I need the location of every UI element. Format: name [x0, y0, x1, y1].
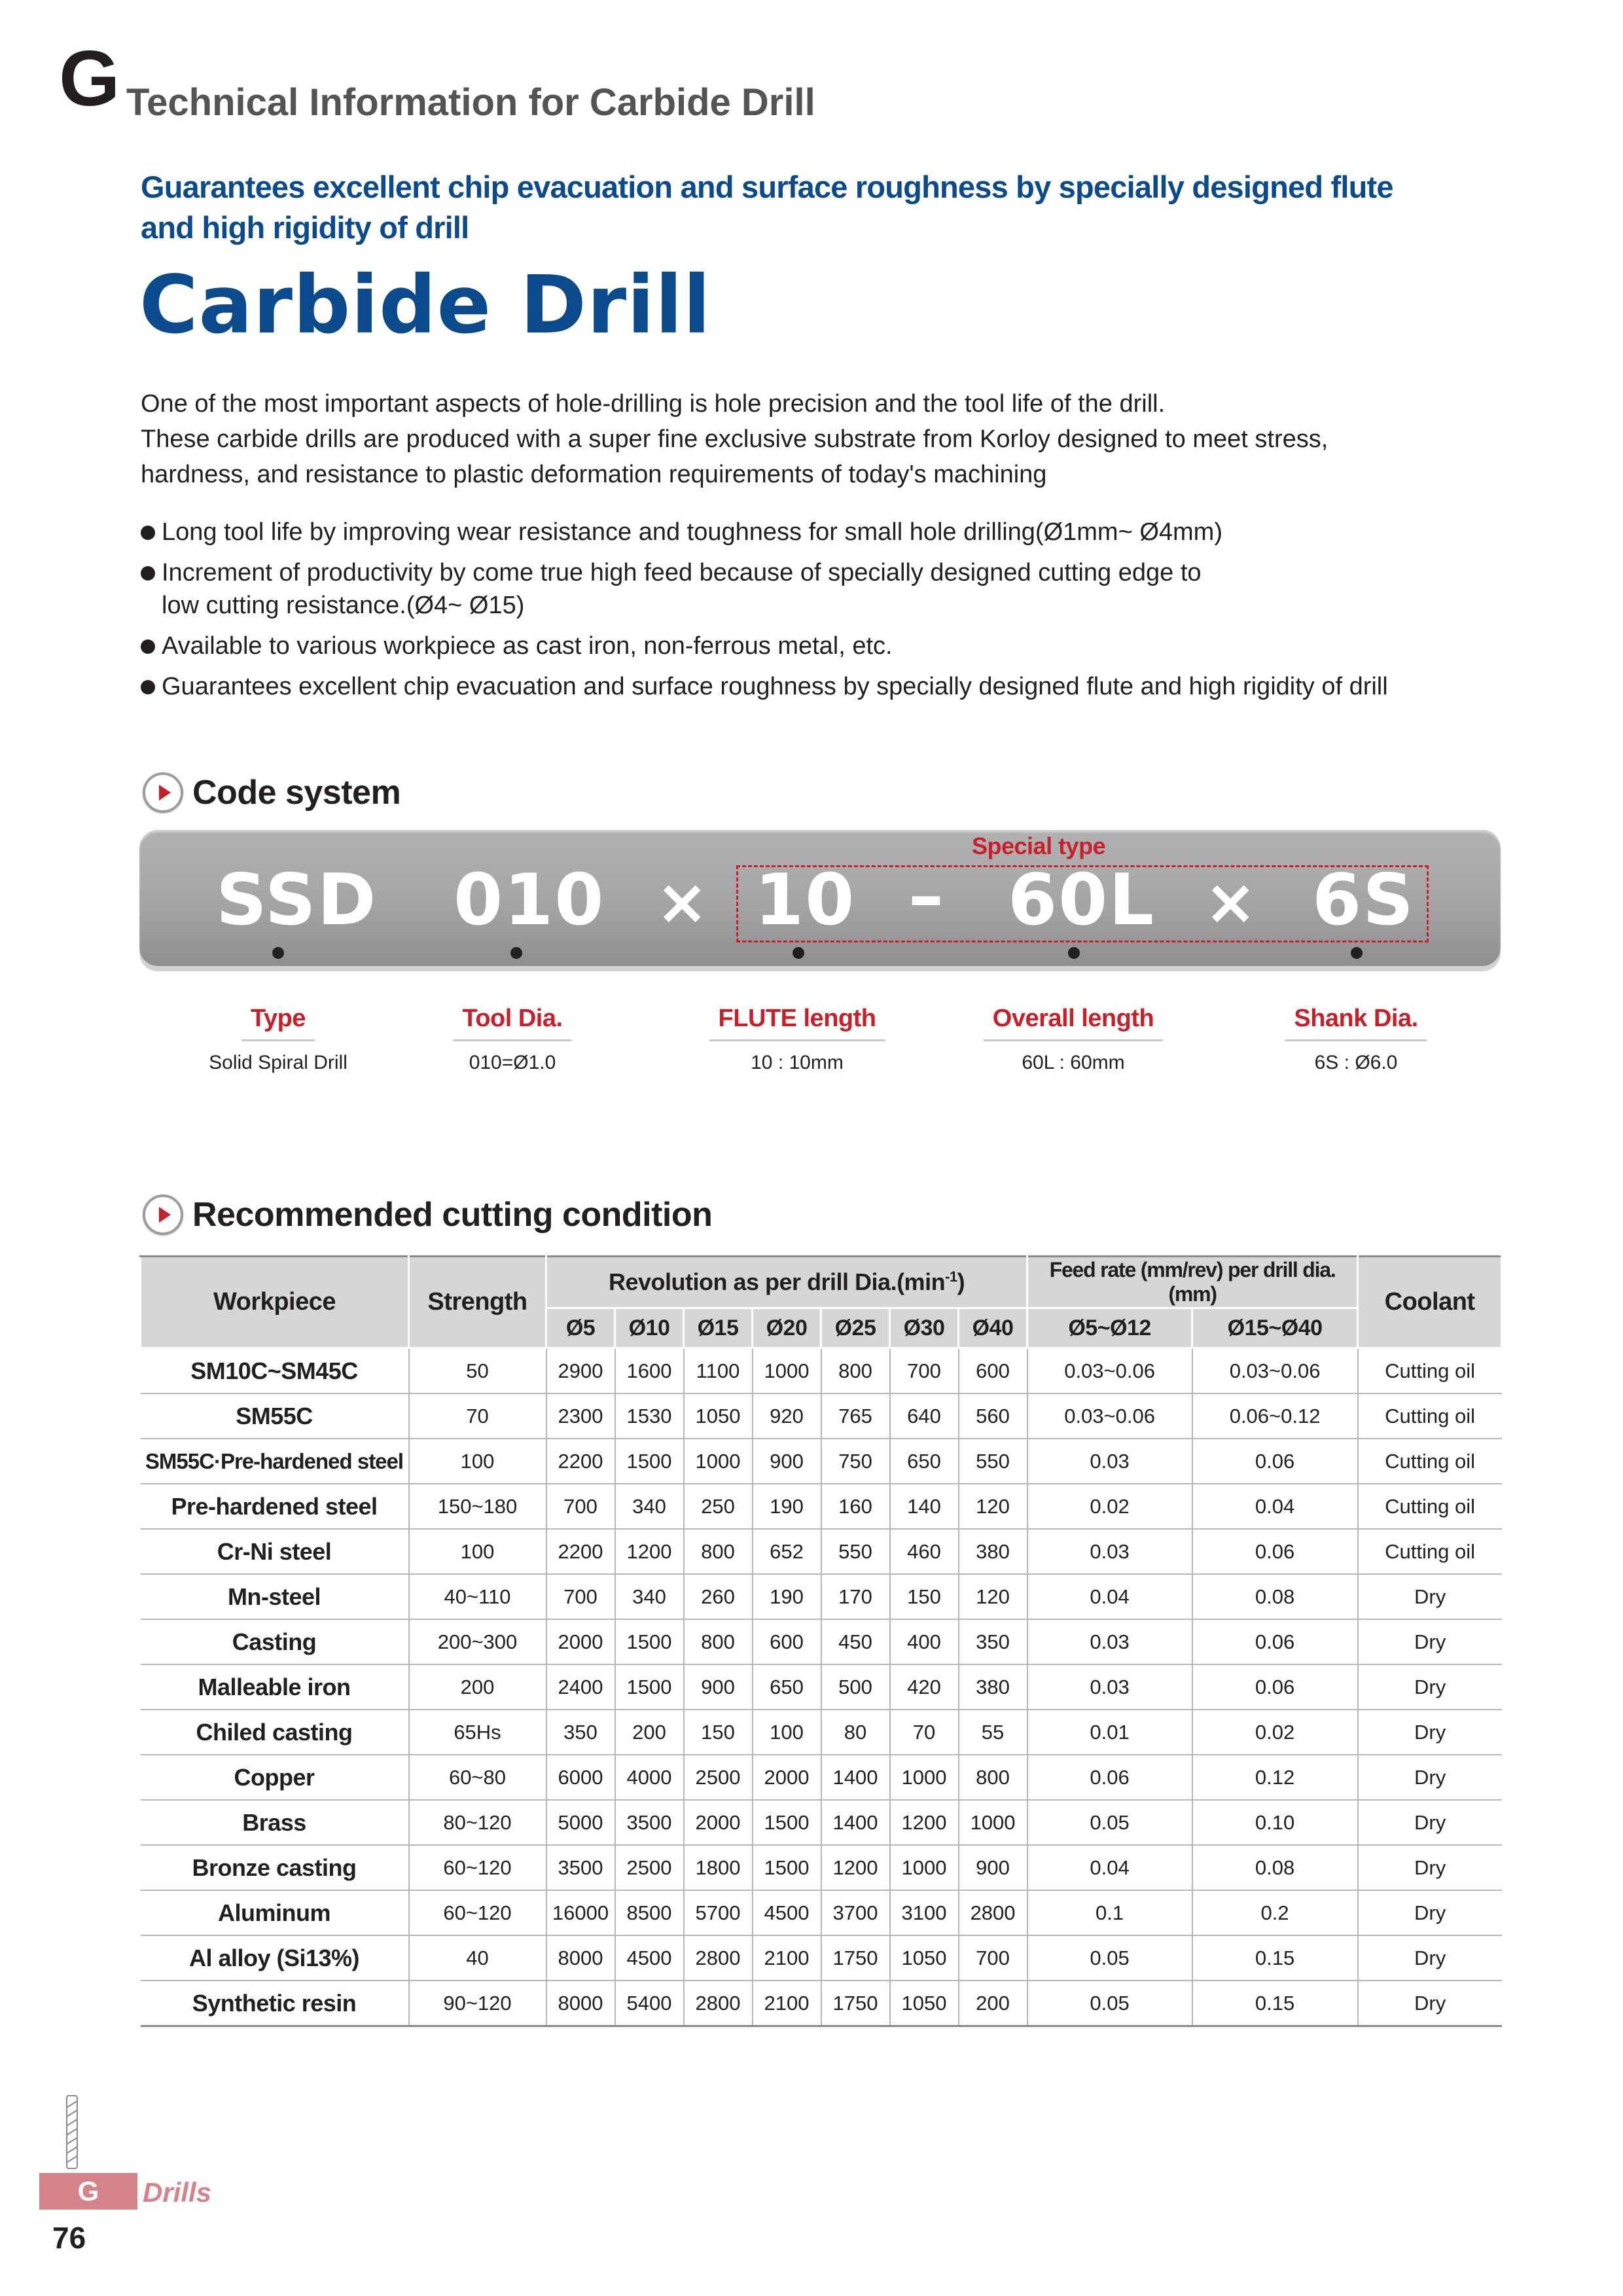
cell-strength: 40~110: [409, 1574, 546, 1619]
cell-strength: 40: [409, 1935, 546, 1981]
cell-feed-rate: 0.03~0.06: [1027, 1348, 1192, 1394]
cell-revolution: 500: [821, 1664, 890, 1710]
cell-workpiece: Copper: [141, 1755, 409, 1800]
cell-coolant: Dry: [1358, 1755, 1502, 1800]
feature-item: [141, 630, 1528, 662]
code-label-title: Shank Dia.: [1285, 1005, 1427, 1041]
cell-feed-rate: 0.04: [1192, 1484, 1358, 1529]
intro-line: These carbide drills are produced with a super fine exclusive substrate from Korloy designed to meet stress,: [141, 425, 1329, 453]
cell-revolution: 900: [959, 1845, 1027, 1890]
cell-revolution: 2100: [753, 1935, 821, 1981]
cell-revolution: 250: [684, 1484, 753, 1529]
cell-revolution: 8500: [615, 1890, 684, 1935]
subtitle-line: Guarantees excellent chip evacuation and surface roughness by specially designed flute: [141, 170, 1393, 204]
table-row: [141, 1574, 1502, 1619]
header-revolution-unit-exp: -1: [945, 1268, 957, 1285]
cell-revolution: 120: [959, 1484, 1027, 1529]
cell-revolution: 2200: [546, 1439, 615, 1484]
cell-feed-rate: 0.12: [1192, 1755, 1358, 1800]
cell-revolution: 190: [753, 1484, 821, 1529]
cell-coolant: Dry: [1358, 1800, 1502, 1845]
header-feed-range: Ø5~Ø12: [1027, 1308, 1192, 1348]
cell-strength: 200: [409, 1664, 546, 1710]
cell-revolution: 350: [546, 1710, 615, 1755]
cell-revolution: 1400: [821, 1800, 890, 1845]
cell-workpiece: SM55C: [141, 1393, 409, 1439]
cell-workpiece: SM55C·Pre-hardened steel: [141, 1439, 409, 1484]
table-row: [141, 1664, 1502, 1710]
cell-revolution: 2800: [959, 1890, 1027, 1935]
header-dia: Ø30: [890, 1308, 959, 1348]
cell-revolution: 70: [890, 1710, 959, 1755]
cell-revolution: 450: [821, 1619, 890, 1664]
code-system-heading: [143, 772, 401, 813]
cell-revolution: 380: [959, 1529, 1027, 1574]
cell-revolution: 652: [753, 1529, 821, 1574]
feature-text: Guarantees excellent chip evacuation and surface roughness by specially designed flute and high rigidity of drill: [162, 673, 1388, 700]
section-title: Code system: [192, 774, 401, 812]
table-row: [141, 1755, 1502, 1800]
section-title: Recommended cutting condition: [192, 1196, 713, 1234]
cell-revolution: 350: [959, 1619, 1027, 1664]
cell-coolant: Dry: [1358, 1574, 1502, 1619]
cell-revolution: 1000: [890, 1845, 959, 1890]
pointer-dot: [1351, 947, 1363, 959]
cell-strength: 200~300: [409, 1619, 546, 1664]
pointer-dot: [510, 947, 522, 959]
cell-revolution: 2100: [753, 1981, 821, 2026]
pointer-dot: [272, 947, 284, 959]
cell-revolution: 380: [959, 1664, 1027, 1710]
cell-feed-rate: 0.03~0.06: [1192, 1348, 1358, 1394]
header-dia: Ø5: [546, 1308, 615, 1348]
feature-item: [141, 556, 1528, 622]
cell-revolution: 2000: [546, 1619, 615, 1664]
cell-revolution: 800: [959, 1755, 1027, 1800]
cell-revolution: 2900: [546, 1348, 615, 1394]
cell-feed-rate: 0.03: [1027, 1439, 1192, 1484]
bullet-icon: [141, 680, 155, 694]
cell-revolution: 55: [959, 1710, 1027, 1755]
table-row: [141, 1619, 1502, 1664]
cell-revolution: 5400: [615, 1981, 684, 2026]
code-label-desc: 60L : 60mm: [1022, 1052, 1125, 1073]
footer-section-tab: G: [39, 2173, 137, 2210]
code-label-title: Tool Dia.: [453, 1005, 571, 1041]
header-feed-rate: Feed rate (mm/rev) per drill dia.(mm): [1027, 1257, 1358, 1308]
header-feed-range: Ø15~Ø40: [1192, 1308, 1358, 1348]
code-label-title: Overall length: [984, 1005, 1163, 1041]
cell-revolution: 4500: [753, 1890, 821, 1935]
cell-revolution: 800: [821, 1348, 890, 1394]
table-row: [141, 1935, 1502, 1981]
feature-text: Available to various workpiece as cast iron, non-ferrous metal, etc.: [162, 632, 893, 660]
cell-revolution: 1000: [684, 1439, 753, 1484]
cell-revolution: 200: [959, 1981, 1027, 2026]
feature-list: [141, 516, 1528, 711]
code-segment-shank-dia: 6S: [1312, 859, 1415, 941]
cell-revolution: 920: [753, 1393, 821, 1439]
cell-feed-rate: 0.08: [1192, 1574, 1358, 1619]
cell-revolution: 550: [959, 1439, 1027, 1484]
cell-revolution: 260: [684, 1574, 753, 1619]
cell-coolant: Dry: [1358, 1890, 1502, 1935]
cell-revolution: 340: [615, 1484, 684, 1529]
intro-paragraph: [141, 386, 1502, 492]
cell-revolution: 1500: [753, 1845, 821, 1890]
code-label-desc: 010=Ø1.0: [469, 1052, 556, 1073]
header-dia: Ø10: [615, 1308, 684, 1348]
table-row: [141, 1710, 1502, 1755]
cell-workpiece: Mn-steel: [141, 1574, 409, 1619]
cell-revolution: 765: [821, 1393, 890, 1439]
feature-text: low cutting resistance.(Ø4~ Ø15): [162, 592, 525, 619]
section-letter: G: [59, 35, 118, 122]
cell-revolution: 600: [753, 1619, 821, 1664]
code-segment-flute-length: 10: [755, 859, 856, 941]
header-strength: Strength: [409, 1257, 546, 1348]
cell-revolution: 1500: [615, 1619, 684, 1664]
code-label-title: FLUTE length: [709, 1005, 885, 1041]
feature-item: [141, 516, 1528, 548]
cell-strength: 100: [409, 1529, 546, 1574]
table-row: [141, 1800, 1502, 1845]
table-row: [141, 1529, 1502, 1574]
cell-revolution: 1050: [890, 1981, 959, 2026]
cell-revolution: 1000: [753, 1348, 821, 1394]
subtitle: [141, 167, 1423, 248]
cell-revolution: 2200: [546, 1529, 615, 1574]
special-type-label: Special type: [972, 833, 1106, 859]
page-title: Carbide Drill: [139, 259, 711, 351]
cell-revolution: 800: [684, 1529, 753, 1574]
cell-feed-rate: 0.06: [1192, 1529, 1358, 1574]
cell-revolution: 2800: [684, 1981, 753, 2026]
cell-revolution: 160: [821, 1484, 890, 1529]
cell-revolution: 1200: [821, 1845, 890, 1890]
cutting-condition-heading: [143, 1194, 712, 1235]
cell-revolution: 900: [684, 1664, 753, 1710]
cell-revolution: 1500: [615, 1664, 684, 1710]
cell-revolution: 6000: [546, 1755, 615, 1800]
cell-workpiece: Malleable iron: [141, 1664, 409, 1710]
cell-revolution: 3500: [546, 1845, 615, 1890]
cell-feed-rate: 0.2: [1192, 1890, 1358, 1935]
cell-coolant: Dry: [1358, 1845, 1502, 1890]
cell-revolution: 1400: [821, 1755, 890, 1800]
cell-strength: 150~180: [409, 1484, 546, 1529]
table-row: [141, 1439, 1502, 1484]
cell-revolution: 120: [959, 1574, 1027, 1619]
cell-revolution: 1000: [890, 1755, 959, 1800]
code-label-flute-length: [709, 1005, 885, 1074]
code-segment-overall-length: 60L: [1008, 859, 1156, 941]
cell-revolution: 3700: [821, 1890, 890, 1935]
cell-revolution: 170: [821, 1574, 890, 1619]
cell-strength: 70: [409, 1393, 546, 1439]
cell-feed-rate: 0.04: [1027, 1574, 1192, 1619]
cell-feed-rate: 0.08: [1192, 1845, 1358, 1890]
code-label-overall-length: [984, 1005, 1163, 1074]
cell-feed-rate: 0.02: [1027, 1484, 1192, 1529]
cell-revolution: 550: [821, 1529, 890, 1574]
cell-revolution: 460: [890, 1529, 959, 1574]
cell-strength: 60~120: [409, 1845, 546, 1890]
bullet-icon: [141, 526, 155, 540]
cell-coolant: Cutting oil: [1358, 1484, 1502, 1529]
cell-feed-rate: 0.05: [1027, 1800, 1192, 1845]
table-body: [141, 1348, 1502, 2026]
cell-workpiece: Casting: [141, 1619, 409, 1664]
cell-revolution: 100: [753, 1710, 821, 1755]
cell-revolution: 2500: [684, 1755, 753, 1800]
table-row: [141, 1981, 1502, 2026]
cell-feed-rate: 0.03: [1027, 1529, 1192, 1574]
page-header-title: Technical Information for Carbide Drill: [126, 81, 815, 124]
page-number: 76: [52, 2221, 86, 2255]
cell-revolution: 5000: [546, 1800, 615, 1845]
cell-strength: 60~120: [409, 1890, 546, 1935]
header-coolant: Coolant: [1358, 1257, 1502, 1348]
cell-revolution: 190: [753, 1574, 821, 1619]
subtitle-line: and high rigidity of drill: [141, 210, 469, 245]
cell-revolution: 80: [821, 1710, 890, 1755]
cell-feed-rate: 0.04: [1027, 1845, 1192, 1890]
table-header: [141, 1257, 1502, 1348]
code-label-desc: 10 : 10mm: [751, 1052, 844, 1073]
cell-coolant: Cutting oil: [1358, 1348, 1502, 1394]
cell-coolant: Dry: [1358, 1619, 1502, 1664]
bullet-icon: [141, 566, 155, 581]
cell-revolution: 400: [890, 1619, 959, 1664]
cell-feed-rate: 0.01: [1027, 1710, 1192, 1755]
code-label-title: Type: [241, 1005, 315, 1041]
code-label-tool-dia: [453, 1005, 571, 1074]
cell-feed-rate: 0.03: [1027, 1619, 1192, 1664]
cell-revolution: 2000: [684, 1800, 753, 1845]
cell-coolant: Cutting oil: [1358, 1393, 1502, 1439]
cell-revolution: 700: [959, 1935, 1027, 1981]
cell-strength: 50: [409, 1348, 546, 1394]
cell-workpiece: Bronze casting: [141, 1845, 409, 1890]
cell-strength: 65Hs: [409, 1710, 546, 1755]
code-label-desc: Solid Spiral Drill: [209, 1052, 348, 1073]
cell-workpiece: Cr-Ni steel: [141, 1529, 409, 1574]
cell-revolution: 700: [890, 1348, 959, 1394]
code-separator-times: ×: [656, 865, 710, 939]
cell-revolution: 700: [546, 1574, 615, 1619]
cell-feed-rate: 0.03~0.06: [1027, 1393, 1192, 1439]
code-segment-type: SSD: [216, 859, 378, 941]
cell-feed-rate: 0.1: [1027, 1890, 1192, 1935]
cell-revolution: 750: [821, 1439, 890, 1484]
cell-feed-rate: 0.06: [1192, 1619, 1358, 1664]
table-row: [141, 1890, 1502, 1935]
intro-line: One of the most important aspects of hole-drilling is hole precision and the tool life of the drill.: [141, 390, 1166, 418]
cell-feed-rate: 0.06: [1192, 1664, 1358, 1710]
cell-revolution: 1600: [615, 1348, 684, 1394]
cell-feed-rate: 0.15: [1192, 1981, 1358, 2026]
cell-revolution: 700: [546, 1484, 615, 1529]
cell-feed-rate: 0.06: [1027, 1755, 1192, 1800]
cell-coolant: Dry: [1358, 1935, 1502, 1981]
cell-revolution: 900: [753, 1439, 821, 1484]
cell-revolution: 1530: [615, 1393, 684, 1439]
code-label-shank-dia: [1285, 1005, 1427, 1074]
table-row: [141, 1484, 1502, 1529]
cell-revolution: 3100: [890, 1890, 959, 1935]
pointer-dot: [1068, 947, 1080, 959]
header-dia: Ø20: [753, 1308, 821, 1348]
header-dia: Ø15: [684, 1308, 753, 1348]
cell-revolution: 340: [615, 1574, 684, 1619]
feature-text: Increment of productivity by come true high feed because of specially designed cutting edge to: [162, 559, 1202, 586]
code-separator-dash: –: [908, 855, 945, 937]
cell-revolution: 600: [959, 1348, 1027, 1394]
cell-feed-rate: 0.05: [1027, 1935, 1192, 1981]
code-segment-tool-dia: 010: [454, 859, 605, 941]
cell-revolution: 8000: [546, 1935, 615, 1981]
cell-revolution: 2800: [684, 1935, 753, 1981]
cell-revolution: 1750: [821, 1935, 890, 1981]
cell-revolution: 1200: [890, 1800, 959, 1845]
cell-revolution: 640: [890, 1393, 959, 1439]
cell-workpiece: SM10C~SM45C: [141, 1348, 409, 1394]
cell-revolution: 2500: [615, 1845, 684, 1890]
play-circle-icon: [143, 1194, 183, 1235]
cell-feed-rate: 0.06: [1192, 1439, 1358, 1484]
cell-revolution: 4500: [615, 1935, 684, 1981]
header-revolution-text: Revolution as per drill Dia.(min: [608, 1268, 946, 1295]
cell-revolution: 4000: [615, 1755, 684, 1800]
cell-workpiece: Synthetic resin: [141, 1981, 409, 2026]
cell-feed-rate: 0.06~0.12: [1192, 1393, 1358, 1439]
header-revolution: [546, 1257, 1027, 1308]
code-separator-times: ×: [1204, 865, 1258, 939]
cell-strength: 90~120: [409, 1981, 546, 2026]
header-workpiece: Workpiece: [141, 1257, 409, 1348]
cell-revolution: 650: [890, 1439, 959, 1484]
cell-revolution: 1050: [890, 1935, 959, 1981]
cell-coolant: Cutting oil: [1358, 1529, 1502, 1574]
header-revolution-close: ): [957, 1268, 965, 1295]
feature-item: [141, 670, 1528, 703]
cell-revolution: 2000: [753, 1755, 821, 1800]
table-row: [141, 1845, 1502, 1890]
bullet-icon: [141, 639, 155, 654]
cell-strength: 80~120: [409, 1800, 546, 1845]
cell-revolution: 5700: [684, 1890, 753, 1935]
cell-strength: 100: [409, 1439, 546, 1484]
cell-revolution: 150: [684, 1710, 753, 1755]
play-circle-icon: [143, 772, 183, 813]
header-dia: Ø25: [821, 1308, 890, 1348]
cell-revolution: 560: [959, 1393, 1027, 1439]
cell-revolution: 16000: [546, 1890, 615, 1935]
cell-workpiece: Pre-hardened steel: [141, 1484, 409, 1529]
cell-feed-rate: 0.10: [1192, 1800, 1358, 1845]
cell-feed-rate: 0.15: [1192, 1935, 1358, 1981]
cell-coolant: Dry: [1358, 1710, 1502, 1755]
feature-text: Long tool life by improving wear resistance and toughness for small hole drilling(Ø1mm~ Ø4mm): [162, 518, 1222, 546]
cell-revolution: 1100: [684, 1348, 753, 1394]
cell-feed-rate: 0.02: [1192, 1710, 1358, 1755]
cutting-condition-table: [139, 1255, 1503, 2027]
cell-revolution: 3500: [615, 1800, 684, 1845]
cell-revolution: 1050: [684, 1393, 753, 1439]
cell-feed-rate: 0.03: [1027, 1664, 1192, 1710]
cell-workpiece: Al alloy (Si13%): [141, 1935, 409, 1981]
header-dia: Ø40: [959, 1308, 1027, 1348]
cell-revolution: 650: [753, 1664, 821, 1710]
cell-revolution: 150: [890, 1574, 959, 1619]
cell-revolution: 2300: [546, 1393, 615, 1439]
cell-coolant: Dry: [1358, 1664, 1502, 1710]
cell-workpiece: Aluminum: [141, 1890, 409, 1935]
cell-coolant: Cutting oil: [1358, 1439, 1502, 1484]
cell-workpiece: Chiled casting: [141, 1710, 409, 1755]
code-label-desc: 6S : Ø6.0: [1314, 1052, 1398, 1073]
cell-workpiece: Brass: [141, 1800, 409, 1845]
cell-revolution: 1000: [959, 1800, 1027, 1845]
footer-section-name: Drills: [143, 2177, 212, 2208]
cell-revolution: 200: [615, 1710, 684, 1755]
cell-revolution: 420: [890, 1664, 959, 1710]
cell-revolution: 1500: [615, 1439, 684, 1484]
table-row: [141, 1348, 1502, 1394]
cell-revolution: 2400: [546, 1664, 615, 1710]
cell-revolution: 1500: [753, 1800, 821, 1845]
pointer-dot: [793, 947, 804, 959]
intro-line: hardness, and resistance to plastic deformation requirements of today's machining: [141, 461, 1047, 488]
cell-revolution: 800: [684, 1619, 753, 1664]
table-row: [141, 1393, 1502, 1439]
cell-revolution: 8000: [546, 1981, 615, 2026]
cell-revolution: 1800: [684, 1845, 753, 1890]
cell-revolution: 140: [890, 1484, 959, 1529]
cell-feed-rate: 0.05: [1027, 1981, 1192, 2026]
code-label-type: [209, 1005, 348, 1074]
cell-strength: 60~80: [409, 1755, 546, 1800]
drill-icon: [60, 2094, 84, 2170]
cell-revolution: 1750: [821, 1981, 890, 2026]
cell-revolution: 1200: [615, 1529, 684, 1574]
cell-coolant: Dry: [1358, 1981, 1502, 2026]
